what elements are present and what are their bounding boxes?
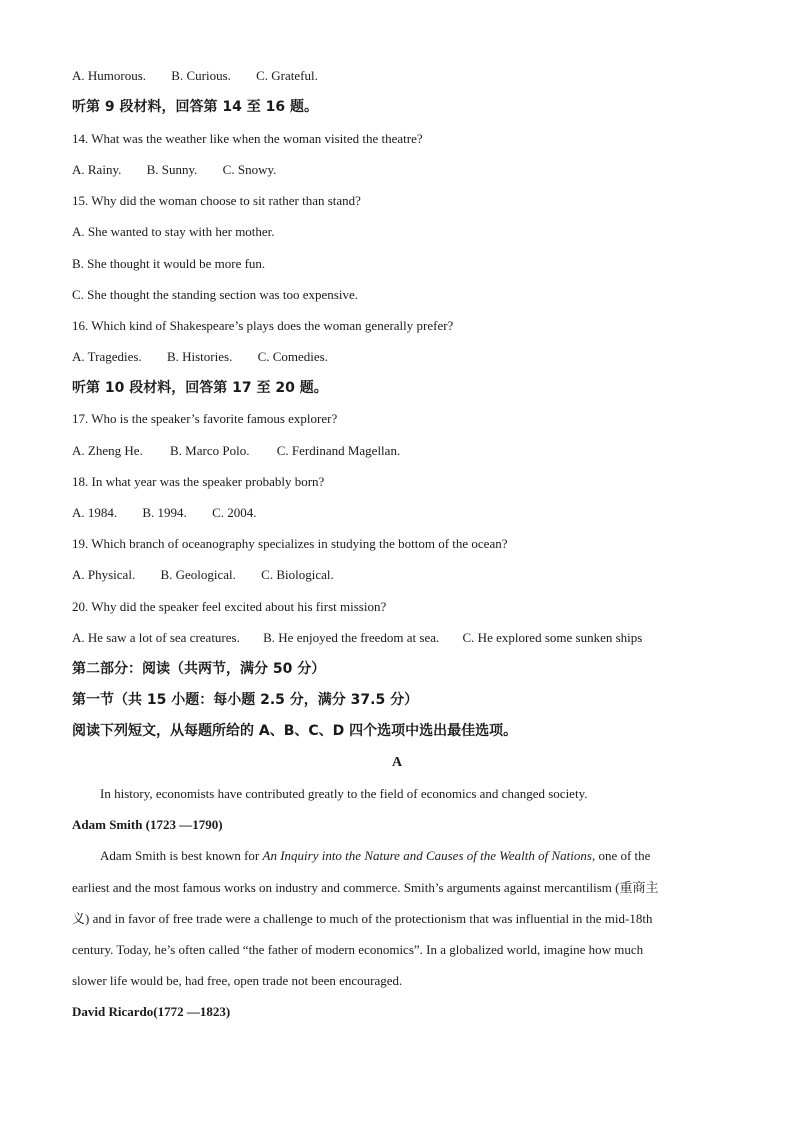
option-c: C. 2004. [212,505,257,520]
option-a: A. Humorous. [72,68,147,83]
option-a: A. He saw a lot of sea creatures. [72,630,240,645]
smith-paragraph-line-1 [100,848,650,864]
question-15-option-a: A. She wanted to stay with her mother. [72,224,275,239]
wealth-of-nations-title: An Inquiry into the Nature and Causes of the Wealth of Nations, [262,848,596,863]
question-19-options [72,567,334,583]
smith-line-1-prefix: Adam Smith is best known for [100,848,263,863]
option-b: B. Marco Polo. [170,443,250,458]
question-17-stem: 17. Who is the speaker’s favorite famous explorer? [72,411,338,426]
smith-paragraph-line-2: earliest and the most famous works on industry and commerce. Smith’s arguments against mercantilism (重商主 [72,880,659,895]
part-2-heading: 第二部分：阅读（共两节，满分 50 分） [72,661,326,677]
option-c: C. Comedies. [257,349,328,364]
option-b: B. Geological. [160,567,236,582]
section-10-heading: 听第 10 段材料，回答第 17 至 20 题。 [72,380,328,396]
question-15-stem: 15. Why did the woman choose to sit rather than stand? [72,193,361,208]
option-a: A. Tragedies. [72,349,142,364]
question-20-stem: 20. Why did the speaker feel excited about his first mission? [72,599,387,614]
adam-smith-heading: Adam Smith (1723 —1790) [72,817,223,832]
option-b: B. He enjoyed the freedom at sea. [263,630,440,645]
question-15-option-c: C. She thought the standing section was too expensive. [72,287,358,302]
smith-paragraph-line-5: slower life would be, had free, open trade not been encouraged. [72,973,403,988]
option-b: B. Curious. [171,68,231,83]
section-9-heading: 听第 9 段材料，回答第 14 至 16 题。 [72,99,318,115]
question-14-stem: 14. What was the weather like when the woman visited the theatre? [72,131,423,146]
question-18-options [72,505,256,521]
question-15-option-b: B. She thought it would be more fun. [72,256,266,271]
question-17-options [72,443,400,459]
option-c: C. Biological. [261,567,334,582]
smith-line-1-suffix: one of the [595,848,651,863]
option-a: A. 1984. [72,505,118,520]
reading-instructions: 阅读下列短文，从每题所给的 A、B、C、D 四个选项中选出最佳选项。 [72,723,518,739]
smith-paragraph-line-4: century. Today, he’s often called “the father of modern economics”. In a globalized world, imagine how much [72,942,644,957]
smith-paragraph-line-3: 义) and in favor of free trade were a challenge to much of the protectionism that was influential in the mid-18th [72,911,653,926]
passage-label: A [391,755,403,770]
option-a: A. Rainy. [72,162,122,177]
option-b: B. Histories. [166,349,233,364]
option-a: A. Physical. [72,567,136,582]
question-16-options [72,349,328,365]
section-1-heading: 第一节（共 15 小题：每小题 2.5 分，满分 37.5 分） [72,692,419,708]
option-c: C. He explored some sunken ships [462,630,643,645]
option-b: B. 1994. [142,505,187,520]
option-c: C. Snowy. [222,162,277,177]
passage-intro: In history, economists have contributed greatly to the field of economics and changed society. [100,786,588,801]
question-16-stem: 16. Which kind of Shakespeare’s plays does the woman generally prefer? [72,318,454,333]
question-19-stem: 19. Which branch of oceanography specializes in studying the bottom of the ocean? [72,536,508,551]
option-b: B. Sunny. [146,162,198,177]
question-13-options [72,68,318,84]
option-c: C. Ferdinand Magellan. [276,443,401,458]
question-18-stem: 18. In what year was the speaker probably born? [72,474,325,489]
option-a: A. Zheng He. [72,443,143,458]
option-c: C. Grateful. [256,68,318,83]
david-ricardo-heading: David Ricardo(1772 —1823) [72,1004,231,1019]
question-14-options [72,162,276,178]
question-20-options [72,630,642,646]
